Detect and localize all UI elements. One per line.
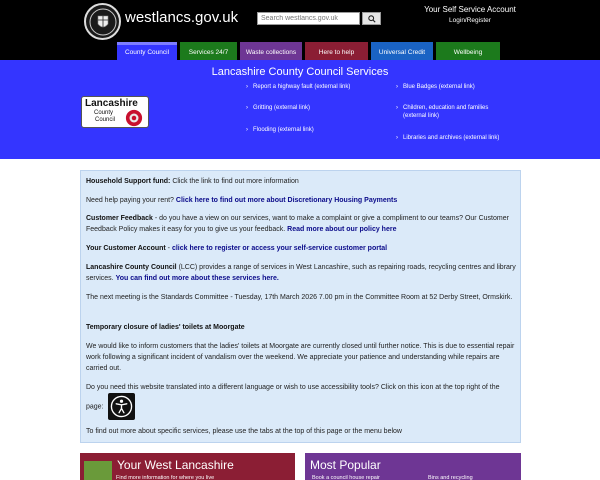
lcc-notice [86, 262, 518, 284]
link-gritting[interactable] [246, 104, 381, 112]
link-libraries-archives[interactable] [396, 134, 521, 142]
search-icon [368, 15, 376, 23]
rent-help-notice [86, 195, 518, 206]
services-info-text: To find out more about specific services, please use the tabs at the top of this page or the menu below [86, 428, 402, 435]
customer-account-heading: Your Customer Account [86, 245, 166, 252]
tab-services-24-7[interactable]: Services 24/7 [180, 42, 237, 60]
link-label: Blue Badges (external link) [403, 84, 475, 90]
your-west-lancashire-title: Your West Lancashire [117, 458, 234, 472]
search-input[interactable] [257, 12, 360, 25]
chevron-right-icon: › [396, 135, 398, 141]
popular-link-council-house-repair[interactable]: Book a council house repair [312, 475, 380, 480]
customer-portal-link[interactable]: click here to register or access your self-service customer portal [171, 245, 388, 252]
feedback-policy-link[interactable]: Read more about our policy here [287, 226, 397, 233]
next-meeting-text: The next meeting is the Standards Committee - Tuesday, 17th March 2026 7.00 pm in the Committee Room at 52 Derby Street, Ormskirk. [86, 294, 513, 301]
council-crest-logo[interactable] [84, 3, 121, 40]
announcements-box [80, 170, 521, 443]
self-service-account-title: Your Self Service Account [424, 5, 516, 14]
customer-feedback-text: - do you have a view on our services, want to make a complaint or give a compliment to our teams? Our Customer Feedback Policy makes it easy for you to give us your feedback. [86, 215, 509, 233]
discretionary-housing-link[interactable]: Click here to find out more about Discretionary Housing Payments [175, 197, 398, 204]
customer-account-notice [86, 243, 518, 254]
popular-link-bins-recycling[interactable]: Bins and recycling [428, 475, 473, 480]
household-support-heading[interactable]: Household Support fund: [86, 178, 171, 185]
tab-waste-collections[interactable]: Waste collections [240, 42, 302, 60]
link-label: Flooding (external link) [253, 127, 314, 133]
tab-wellbeing[interactable]: Wellbeing [436, 42, 500, 60]
customer-feedback-heading: Customer Feedback [86, 215, 153, 222]
your-west-lancashire-text: Find more information for where you live [116, 475, 215, 480]
household-support-text: Click the link to find out more information [170, 178, 299, 185]
logo-sub-council: Council [95, 117, 116, 123]
logo-name: Lancashire [85, 98, 138, 109]
county-services-title: Lancashire County Council Services [211, 66, 389, 78]
lcc-heading: Lancashire County Council [86, 264, 177, 271]
link-blue-badges[interactable] [396, 83, 521, 91]
link-report-highway-fault[interactable] [246, 83, 381, 91]
chevron-right-icon: › [246, 84, 248, 90]
link-label: Libraries and archives (external link) [403, 135, 500, 141]
link-label: Children, education and families (external link) [403, 105, 489, 119]
link-label: Report a highway fault (external link) [253, 84, 351, 90]
area-map-thumbnail[interactable] [84, 461, 112, 480]
rent-help-text: Need help paying your rent? [86, 197, 176, 204]
chevron-right-icon: › [246, 127, 248, 133]
translation-notice [86, 382, 518, 420]
main-tabs [117, 42, 500, 60]
tab-county-council[interactable]: County Council [117, 42, 177, 60]
chevron-right-icon: › [396, 105, 398, 111]
search-button[interactable] [362, 12, 381, 25]
accessibility-icon[interactable] [108, 393, 135, 420]
link-label: Gritting (external link) [253, 105, 311, 111]
link-children-education-families[interactable] [396, 104, 508, 120]
most-popular-title: Most Popular [310, 458, 381, 472]
red-rose-icon [125, 109, 143, 127]
customer-account-dash: - [165, 245, 172, 252]
lcc-text: (LCC) provides a range of services in West Lancashire, such as repairing roads, recycling centres and library services. [86, 264, 516, 282]
tab-universal-credit[interactable]: Universal Credit [371, 42, 433, 60]
link-flooding[interactable] [246, 126, 381, 134]
lancashire-county-council-logo[interactable] [81, 96, 149, 128]
customer-feedback-notice [86, 213, 518, 235]
chevron-right-icon: › [396, 84, 398, 90]
site-name[interactable]: westlancs.gov.uk [125, 9, 239, 26]
login-register-link[interactable]: Login/Register [449, 17, 491, 24]
lcc-services-link[interactable]: You can find out more about these services here. [115, 275, 279, 282]
translation-text: Do you need this website translated into a different language or wish to use accessibility tools? Click on this icon at the top right of the page: [86, 384, 500, 411]
tab-here-to-help[interactable]: Here to help [305, 42, 368, 60]
household-support-notice [86, 176, 518, 187]
chevron-right-icon: › [246, 105, 248, 111]
toilet-closure-heading: Temporary closure of ladies' toilets at Moorgate [86, 324, 245, 331]
logo-sub-county: County [94, 110, 114, 116]
toilet-closure-text: We would like to inform customers that the ladies' toilets at Moorgate are currently closed until further notice. This is due to essential repair work following a significant incident of vandalism over the weekend. We appreciate your patience and understanding while repairs are carried out. [86, 343, 515, 372]
